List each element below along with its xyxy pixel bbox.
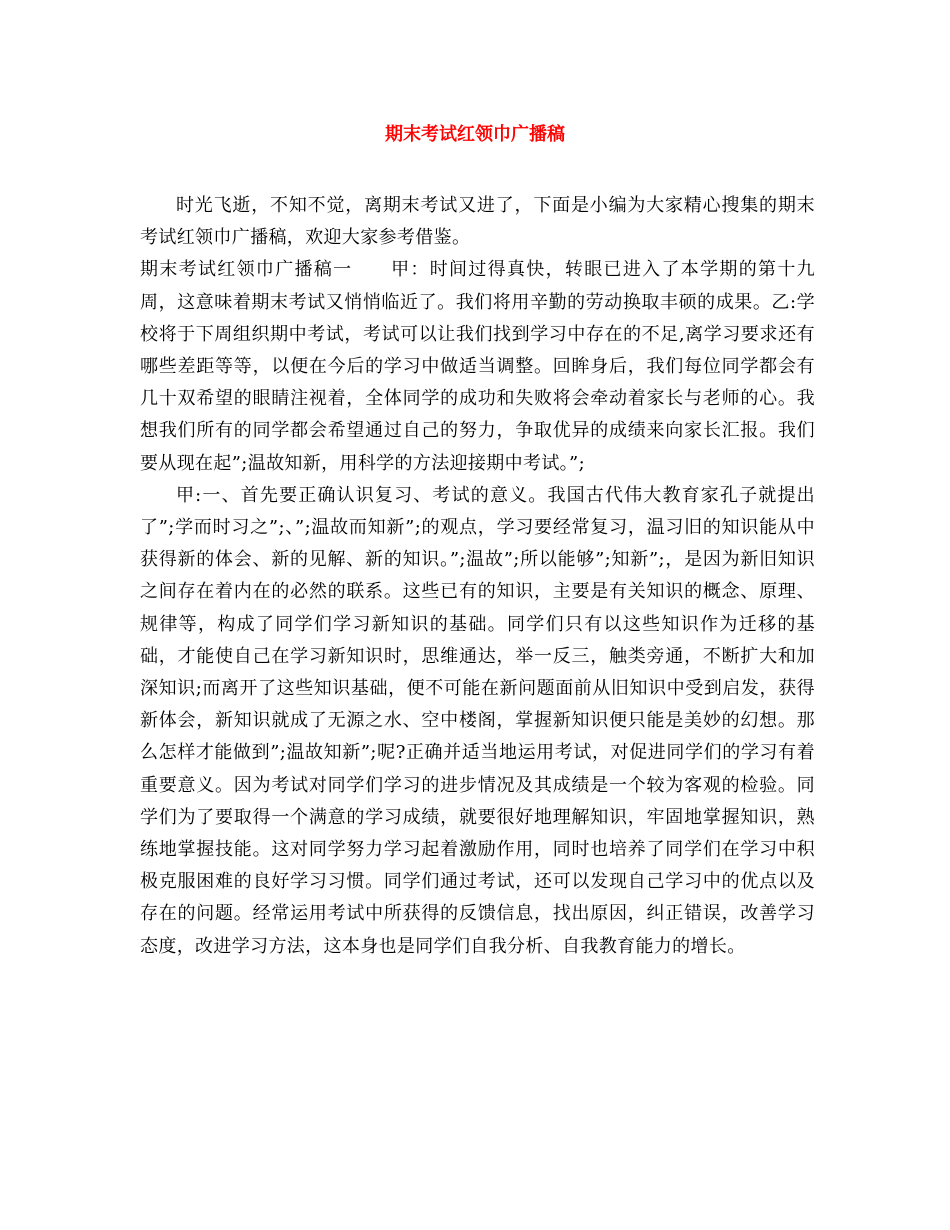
- document-body: [140, 190, 815, 963]
- paragraph-intro: 时光飞逝，不知不觉，离期末考试又进了，下面是小编为大家精心搜集的期末考试红领巾广播稿，欢迎大家参考借鉴。: [140, 195, 815, 249]
- paragraph-broadcast-one: 期末考试红领巾广播稿一 甲：时间过得真快，转眼已进入了本学期的第十九周，这意味着期末考试又悄悄临近了。我们将用辛勤的劳动换取丰硕的成果。乙:学校将于下周组织期中考试，考试可以让我们找到学习中存在的不足,离学习要求还有哪些差距等等，以便在今后的学习中做适当调整。回眸身后，我们每位同学都会有几十双希望的眼睛注视着，全体同学的成功和失败将会牵动着家长与老师的心。我想我们所有的同学都会希望通过自己的努力，争取优异的成绩来向家长汇报。我们要从现在起”;温故知新，用科学的方法迎接期中考试。”;: [140, 259, 815, 474]
- page-title: 期末考试红领巾广播稿: [385, 124, 565, 145]
- paragraph-review-significance: 甲:一、首先要正确认识复习、考试的意义。我国古代伟大教育家孔子就提出了”;学而时习之”;、”;温故而知新”;的观点，学习要经常复习，温习旧的知识能从中获得新的体会、新的见解、新的知识。”;温故”;所以能够”;知新”;，是因为新旧知识之间存在着内在的必然的联系。这些已有的知识，主要是有关知识的概念、原理、规律等，构成了同学们学习新知识的基础。同学们只有以这些知识作为迁移的基础，才能使自己在学习新知识时，思维通达，举一反三，触类旁通，不断扩大和加深知识;而离开了这些知识基础，便不可能在新问题面前从旧知识中受到启发，获得新体会，新知识就成了无源之水、空中楼阁，掌握新知识便只能是美妙的幻想。那么怎样才能做到”;温故知新”;呢?正确并适当地运用考试，对促进同学们的学习有着重要意义。因为考试对同学们学习的进步情况及其成绩是一个较为客观的检验。同学们为了要取得一个满意的学习成绩，就要很好地理解知识，牢固地掌握知识，熟练地掌握技能。这对同学努力学习起着激励作用，同时也培养了同学们在学习中积极克服困难的良好学习习惯。同学们通过考试，还可以发现自己学习中的优点以及存在的问题。经常运用考试中所获得的反馈信息，找出原因，纠正错误，改善学习态度，改进学习方法，这本身也是同学们自我分析、自我教育能力的增长。: [140, 484, 815, 957]
